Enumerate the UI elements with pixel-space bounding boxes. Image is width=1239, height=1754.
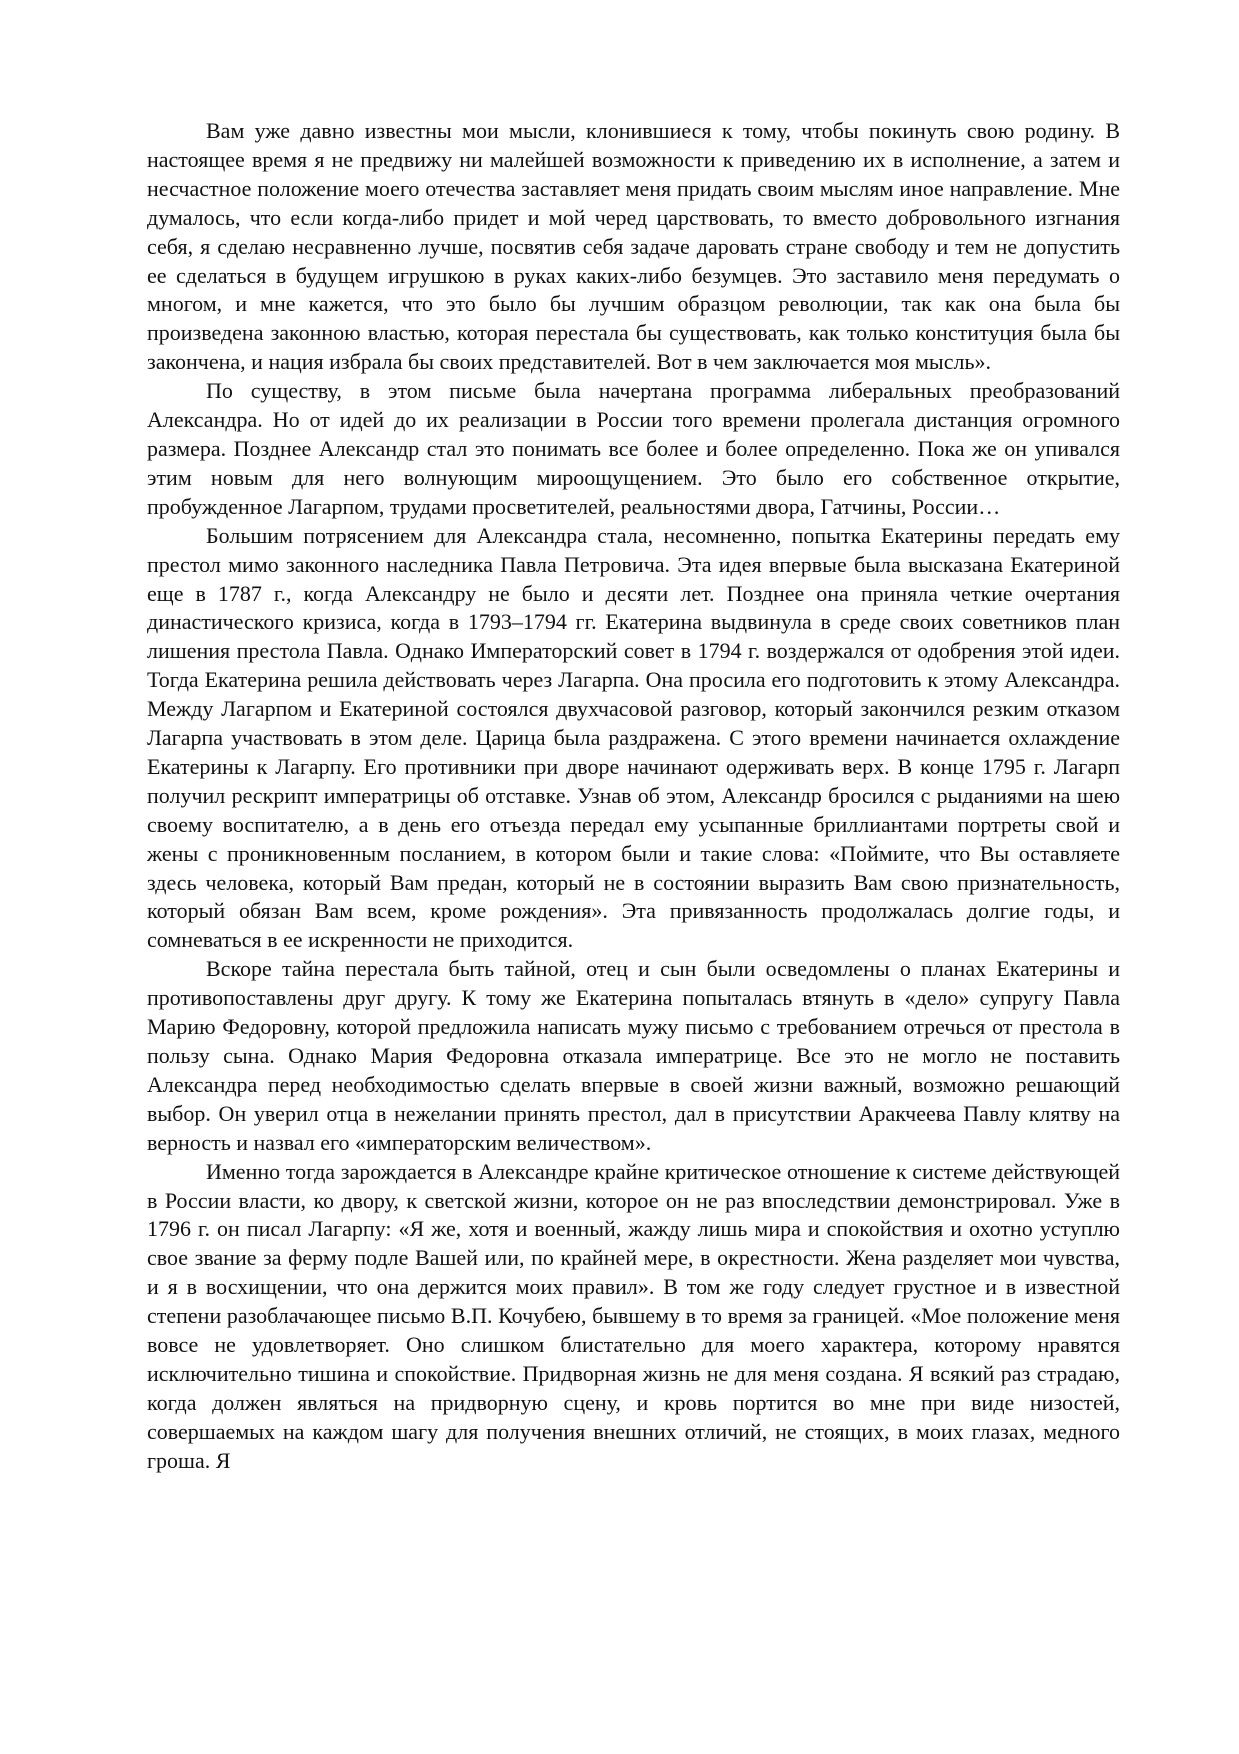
paragraph-1: Вам уже давно известны мои мысли, клонившиеся к тому, чтобы покинуть свою родину. В настоящее время я не предвижу ни малейшей возможности к приведению их в исполнение, а затем и несчастное положение моего отечества заставляет меня придать своим мыслям иное направление. Мне думалось, что если когда-либо придет и мой черед царствовать, то вместо добровольного изгнания себя, я сделаю несравненно лучше, посвятив себя задаче даровать стране свободу и тем не допустить ее сделаться в будущем игрушкою в руках каких-либо безумцев. Это заставило меня передумать о многом, и мне кажется, что это было бы лучшим образцом революции, так как она была бы произведена законною властью, которая перестала бы существовать, как только конституция была бы закончена, и нация избрала бы своих представителей. Вот в чем заключается моя мысль». [147, 118, 1120, 375]
paragraph-5: Именно тогда зарождается в Александре крайне критическое отношение к системе действующей в России власти, ко двору, к светской жизни, которое он не раз впоследствии демонстрировал. Уже в 1796 г. он писал Лагарпу: «Я же, хотя и военный, жажду лишь мира и спокойствия и охотно уступлю свое звание за ферму подле Вашей или, по крайней мере, в окрестности. Жена разделяет мои чувства, и я в восхищении, что она держится моих правил». В том же году следует грустное и в известной степени разоблачающее письмо В.П. Кочубею, бывшему в то время за границей. «Мое положение меня вовсе не удовлетворяет. Оно слишком блистательно для моего характера, которому нравятся исключительно тишина и спокойствие. Придворная жизнь не для меня создана. Я всякий раз страдаю, когда должен являться на придворную сцену, и кровь портится во мне при виде низостей, совершаемых на каждом шагу для получения внешних отличий, не стоящих, в моих глазах, медного гроша. Я [147, 1158, 1120, 1473]
document-page [147, 117, 1120, 1476]
paragraph-2: По существу, в этом письме была начертана программа либеральных преобразований Александра. Но от идей до их реализации в России того времени пролегала дистанция огромного размера. Позднее Александр стал это понимать все более и более определенно. Пока же он упивался этим новым для него волнующим мироощущением. Это было его собственное открытие, пробужденное Лагарпом, трудами просветителей, реальностями двора, Гатчины, России… [147, 378, 1120, 519]
paragraph-3: Большим потрясением для Александра стала, несомненно, попытка Екатерины передать ему престол мимо законного наследника Павла Петровича. Эта идея впервые была высказана Екатериной еще в 1787 г., когда Александру не было и десяти лет. Позднее она приняла четкие очертания династического кризиса, когда в 1793–1794 гг. Екатерина выдвинула в среде своих советников план лишения престола Павла. Однако Императорский совет в 1794 г. воздержался от одобрения этой идеи. Тогда Екатерина решила действовать через Лагарпа. Она просила его подготовить к этому Александра. Между Лагарпом и Екатериной состоялся двухчасовой разговор, который закончился резким отказом Лагарпа участвовать в этом деле. Царица была раздражена. С этого времени начинается охлаждение Екатерины к Лагарпу. Его противники при дворе начинают одерживать верх. В конце 1795 г. Лагарп получил рескрипт императрицы об отставке. Узнав об этом, Александр бросился с рыданиями на шею своему воспитателю, а в день его отъезда передал ему усыпанные бриллиантами портреты свой и жены с проникновенным посланием, в котором были и такие слова: «Поймите, что Вы оставляете здесь человека, который Вам предан, который не в состоянии выразить Вам свою признательность, который обязан Вам всем, кроме рождения». Эта привязанность продолжалась долгие годы, и сомневаться в ее искренности не приходится. [147, 522, 1120, 953]
paragraph-4: Вскоре тайна перестала быть тайной, отец и сын были осведомлены о планах Екатерины и противопоставлены друг другу. К тому же Екатерина попыталась втянуть в «дело» супругу Павла Марию Федоровну, которой предложила написать мужу письмо с требованием отречься от престола в пользу сына. Однако Мария Федоровна отказала императрице. Все это не могло не поставить Александра перед необходимостью сделать впервые в своей жизни важный, возможно решающий выбор. Он уверил отца в нежелании принять престол, дал в присутствии Аракчеева Павлу клятву на верность и назвал его «императорским величеством». [147, 956, 1120, 1155]
